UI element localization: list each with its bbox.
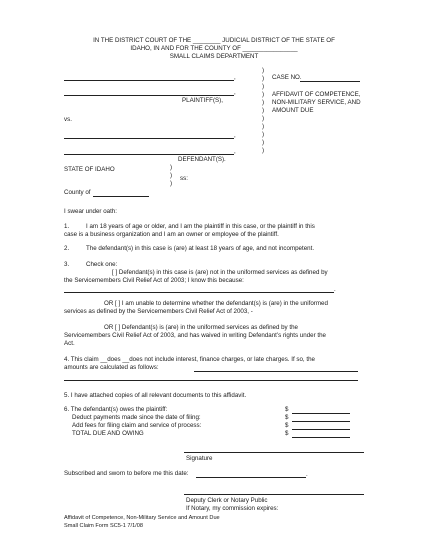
clerk-signature-line[interactable]: [184, 494, 364, 495]
paragraph-6-text: 6. The defendant(s) owes the plaintiff:: [64, 406, 168, 413]
oath-statement: I swear under oath:: [64, 208, 117, 215]
caption-paren: ): [261, 83, 265, 90]
option-2-line-2: services as defined by the Servicemembers Civil Relief Act of 2003, -: [64, 308, 253, 315]
paragraph-3-check-one: Check one:: [86, 261, 118, 268]
caption-paren: ): [261, 123, 265, 130]
caption-paren: ): [261, 75, 265, 82]
clerk-label: Deputy Clerk or Notary Public: [186, 497, 268, 504]
sworn-date-field[interactable]: [196, 477, 306, 478]
dollar-sign: $: [285, 414, 289, 421]
paragraph-1-line-1: I am 18 years of age or older, and I am the plaintiff in this case, or the plaintiff in this: [86, 223, 315, 230]
fees-added-field[interactable]: [292, 429, 350, 430]
caption-paren: ): [261, 67, 265, 74]
comma: ,: [234, 132, 236, 139]
caption-paren: ): [261, 115, 265, 122]
defendant-name-line-2[interactable]: [64, 154, 234, 155]
document-title-line-1: AFFIDAVIT OF COMPETENCE,: [272, 91, 361, 98]
option-3-line-3: Act.: [64, 340, 75, 347]
case-number-label: CASE NO.: [272, 74, 302, 81]
period: .: [334, 286, 336, 293]
signature-line[interactable]: [184, 452, 364, 453]
paragraph-6-total: TOTAL DUE AND OWING: [72, 430, 144, 437]
paragraph-6-deduct: Deduct payments made since the date of filing:: [72, 414, 201, 421]
dollar-sign: $: [285, 430, 289, 437]
venue-county-field[interactable]: [93, 196, 149, 197]
venue-county-label: County of: [64, 189, 91, 196]
option-1-line-2: the Servicemembers Civil Relief Act of 2003; I know this because:: [64, 277, 244, 284]
payments-deducted-field[interactable]: [292, 421, 350, 422]
caption-paren: ): [261, 107, 265, 114]
option-1-line-1[interactable]: [ ] Defendant(s) in this case is (are) not in the uniformed services as defined by: [112, 269, 328, 276]
paragraph-5-text: 5. I have attached copies of all relevant documents to this affidavit.: [64, 392, 247, 399]
case-number-field[interactable]: [300, 81, 360, 82]
calculation-field-line-2[interactable]: [64, 380, 358, 381]
paragraph-1-number: 1.: [64, 223, 70, 230]
caption-paren: ): [261, 99, 265, 106]
caption-paren: ): [261, 131, 265, 138]
option-3-line-2: Servicemembers Civil Relief Act of 2003, and has waived in writing Defendant’s rights under the: [64, 332, 326, 339]
signature-label: Signature: [186, 455, 213, 462]
venue-state: STATE OF IDAHO: [64, 166, 115, 173]
dollar-sign: $: [285, 422, 289, 429]
paragraph-4-line-2: amounts are calculated as follows:: [64, 364, 159, 371]
defendant-name-line-1[interactable]: [64, 138, 234, 139]
total-due-field[interactable]: [292, 437, 350, 438]
notary-expiration-label: If Notary, my commission expires:: [186, 505, 279, 512]
period: .: [306, 471, 308, 478]
option-1-reason-field[interactable]: [64, 292, 334, 293]
option-2-line-1[interactable]: OR [ ] I am unable to determine whether the defendant(s) is (are) in the uniformed: [104, 300, 328, 307]
option-3-line-1[interactable]: OR [ ] Defendant(s) is (are) in the uniformed services as defined by the: [104, 324, 298, 331]
venue-paren: ): [169, 164, 173, 171]
document-title-line-3: AMOUNT DUE: [272, 107, 314, 114]
document-title-line-2: NON-MILITARY SERVICE, AND: [272, 99, 361, 106]
paragraph-2-number: 2.: [64, 245, 70, 252]
footer-form-number: Small Claim Form SC5-1 7/1/08: [64, 523, 143, 529]
defendants-label: DEFENDANT(S).: [178, 156, 226, 163]
caption-paren: ): [261, 147, 265, 154]
comma: ,: [234, 148, 236, 155]
venue-ss: ss:: [180, 175, 188, 182]
court-header-line-3: SMALL CLAIMS DEPARTMENT: [169, 53, 259, 60]
dollar-sign: $: [285, 406, 289, 413]
paragraph-2-text: The defendant(s) in this case is (are) at least 18 years of age, and not incompetent.: [86, 245, 315, 252]
footer-title: Affidavit of Competence, Non-Military Service and Amount Due: [64, 515, 220, 521]
versus-label: vs.: [64, 116, 72, 123]
paragraph-6-add-fees: Add fees for filing claim and service of process:: [72, 422, 202, 429]
amount-owed-field[interactable]: [292, 413, 350, 414]
plaintiffs-label: PLAINTIFF(S),: [182, 97, 223, 104]
caption-paren: ): [261, 139, 265, 146]
paragraph-1-line-2: case is a business organization and I am an owner or employee of the plaintiff.: [64, 231, 279, 238]
court-header-line-1: IN THE DISTRICT COURT OF THE ________ JUDICIAL DISTRICT OF THE STATE OF: [93, 37, 335, 44]
venue-paren: ): [169, 172, 173, 179]
court-header-line-2: IDAHO, IN AND FOR THE COUNTY OF ________________: [130, 45, 298, 52]
comma: ,: [234, 89, 236, 96]
comma: ,: [234, 74, 236, 81]
venue-paren: ): [169, 180, 173, 187]
caption-paren: ): [261, 91, 265, 98]
plaintiff-name-line-2[interactable]: [64, 95, 234, 96]
paragraph-3-number: 3.: [64, 261, 70, 268]
plaintiff-name-line-1[interactable]: [64, 80, 234, 81]
paragraph-4-line-1: 4. This claim __does __does not include interest, finance charges, or late charges. If so, the: [64, 356, 315, 363]
calculation-field-line-1[interactable]: [194, 371, 358, 372]
sworn-statement: Subscribed and sworn to before me this date:: [64, 470, 189, 477]
